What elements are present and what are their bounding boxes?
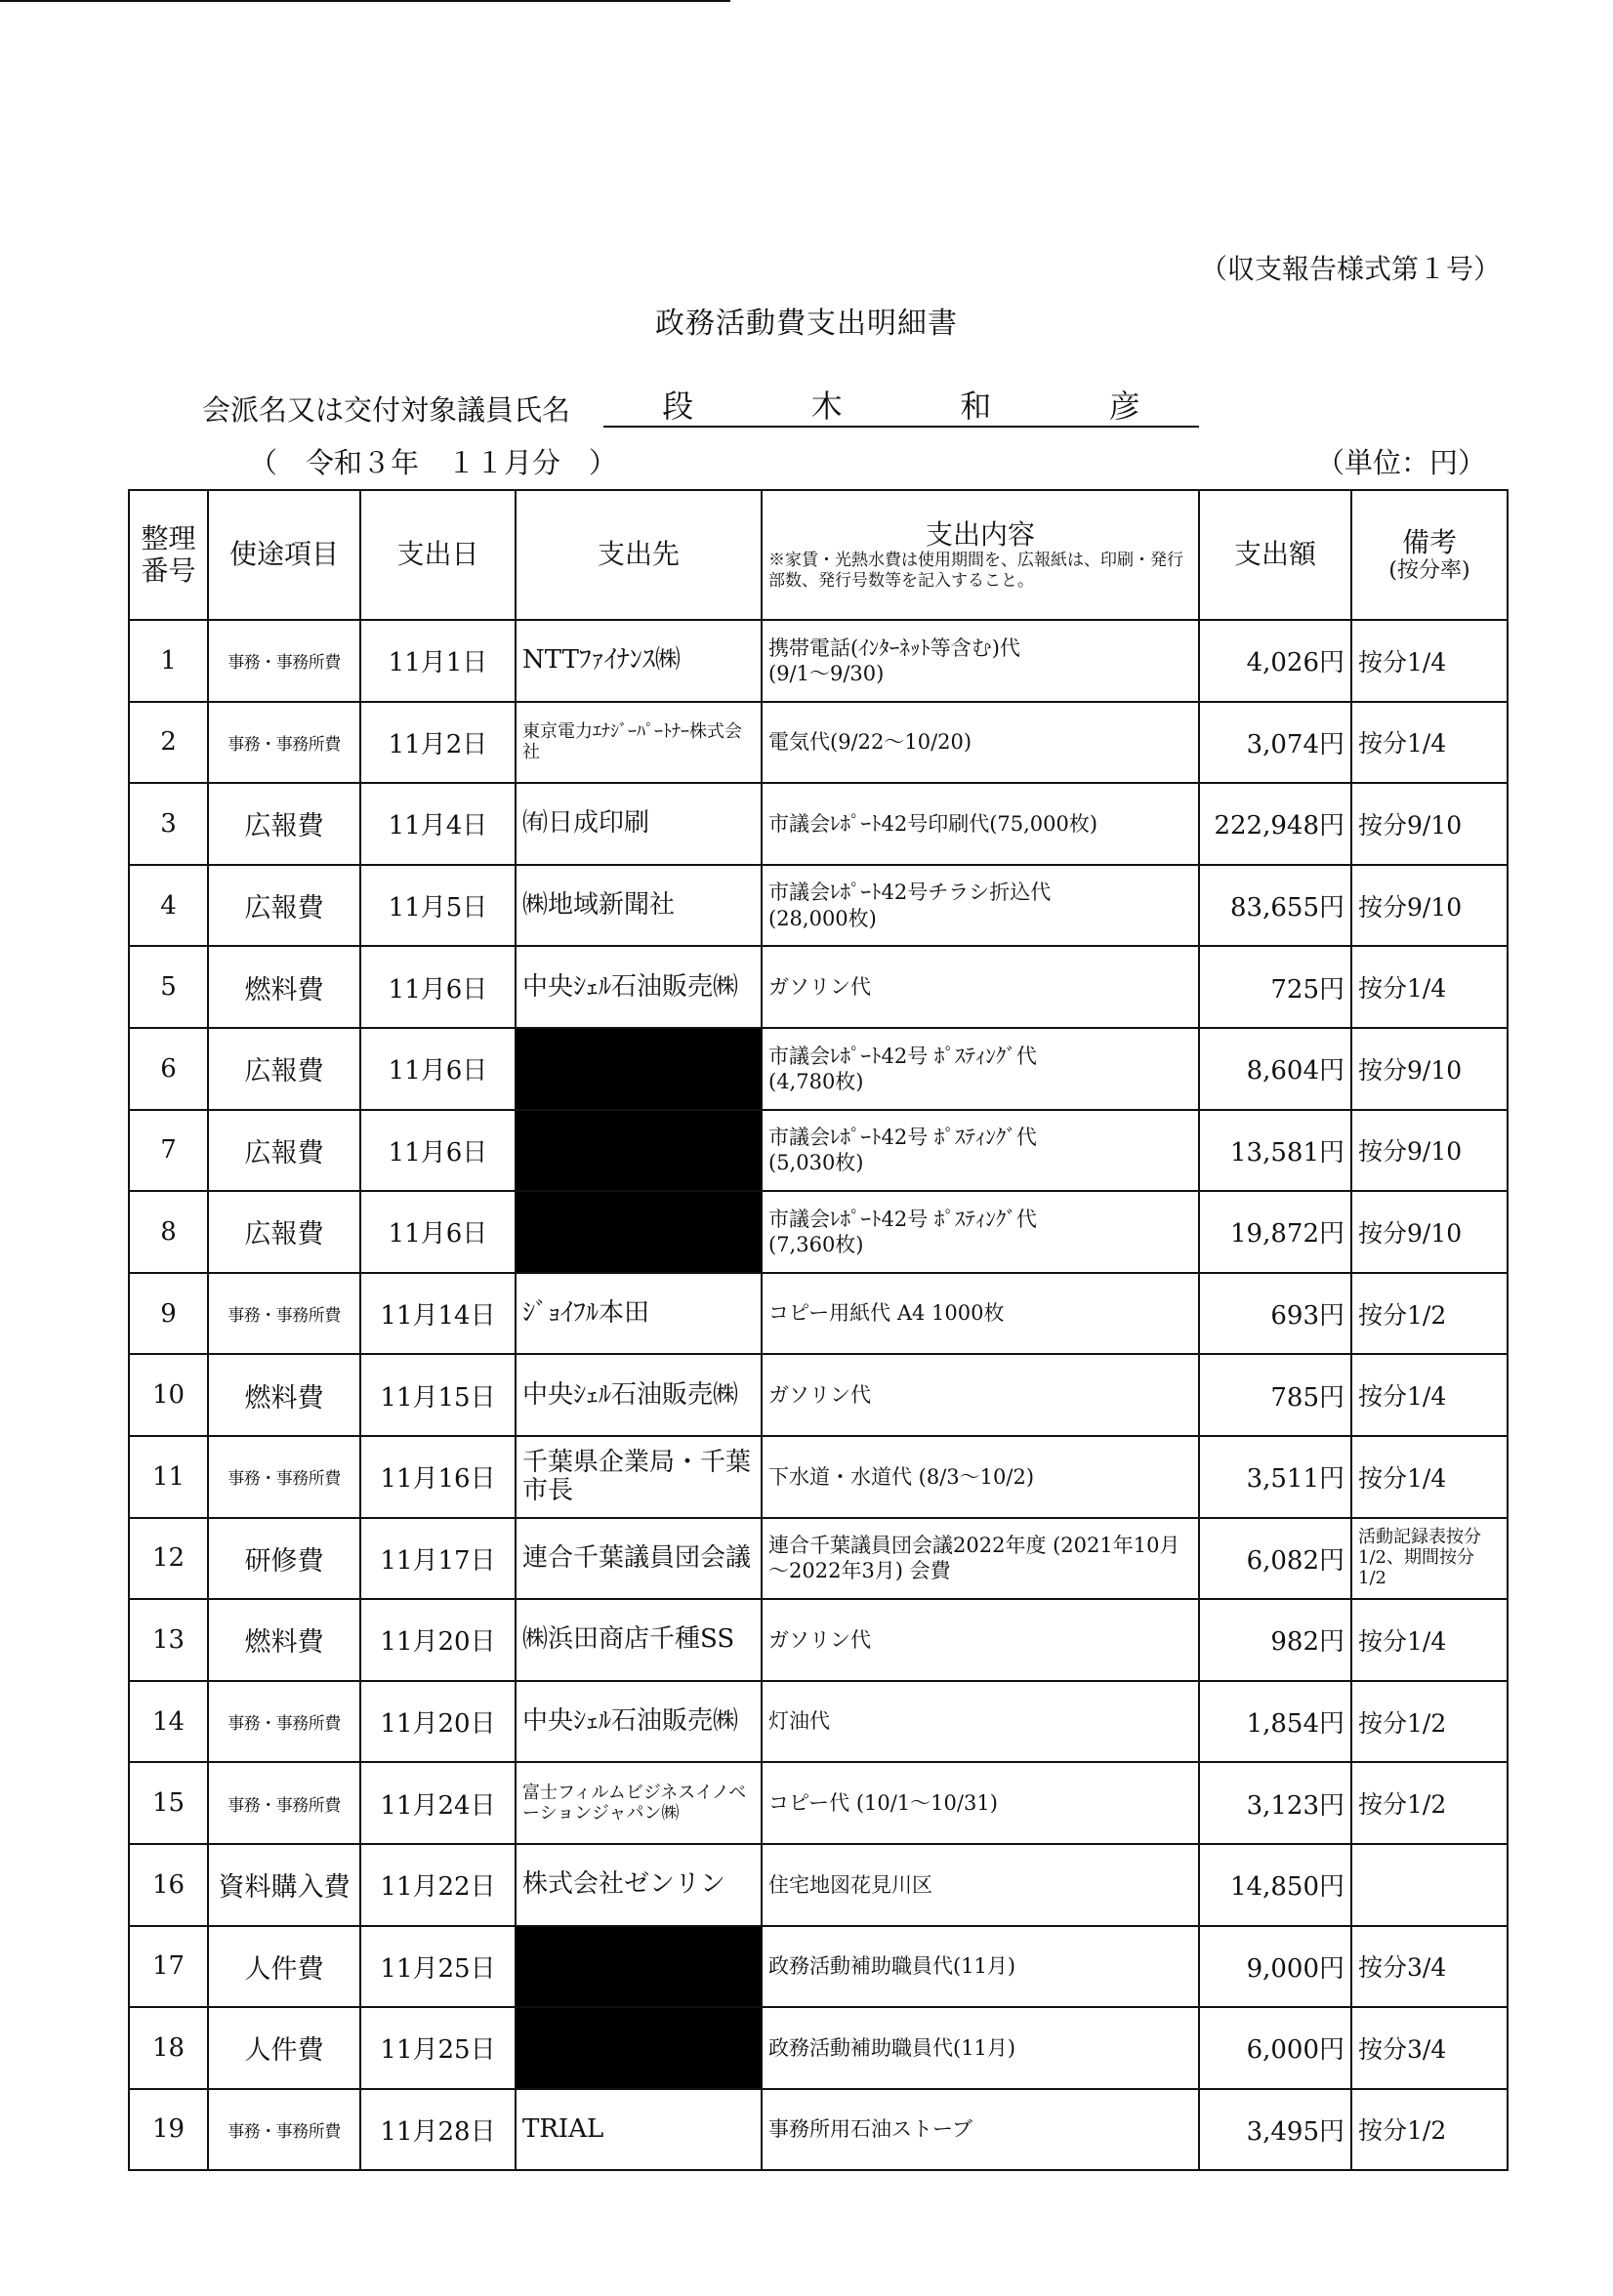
report-period: （ 令和３年 １１月分 ） xyxy=(249,446,618,479)
row-amount: 6,000円 xyxy=(1199,2007,1351,2089)
row-number: 7 xyxy=(129,1110,208,1192)
row-remarks: 按分9/10 xyxy=(1351,865,1508,947)
row-payee: ㈱浜田商店千種SS xyxy=(516,1599,762,1681)
row-content: 電気代(9/22～10/20) xyxy=(762,702,1199,784)
table-row xyxy=(129,2007,1508,2089)
row-date: 11月6日 xyxy=(360,946,516,1028)
row-category: 事務・事務所費 xyxy=(208,1273,360,1355)
row-amount: 4,026円 xyxy=(1199,620,1351,702)
row-date: 11月17日 xyxy=(360,1518,516,1600)
row-amount: 19,872円 xyxy=(1199,1191,1351,1273)
row-remarks: 按分9/10 xyxy=(1351,1191,1508,1273)
row-content: 連合千葉議員団会議2022年度 (2021年10月～2022年3月) 会費 xyxy=(762,1518,1199,1600)
row-date: 11月5日 xyxy=(360,865,516,947)
row-number: 2 xyxy=(129,702,208,784)
expense-table xyxy=(128,489,1509,2171)
row-date: 11月6日 xyxy=(360,1028,516,1110)
row-number: 19 xyxy=(129,2089,208,2171)
row-number: 14 xyxy=(129,1681,208,1763)
row-number: 15 xyxy=(129,1762,208,1844)
redacted-payee xyxy=(516,1191,762,1273)
row-category: 研修費 xyxy=(208,1518,360,1600)
row-remarks: 按分1/2 xyxy=(1351,2089,1508,2171)
redacted-payee xyxy=(516,1110,762,1192)
table-row xyxy=(129,1762,1508,1844)
row-remarks: 按分1/4 xyxy=(1351,1599,1508,1681)
table-row xyxy=(129,1599,1508,1681)
row-amount: 8,604円 xyxy=(1199,1028,1351,1110)
row-category: 事務・事務所費 xyxy=(208,1681,360,1763)
row-amount: 222,948円 xyxy=(1199,783,1351,865)
row-content: ガソリン代 xyxy=(762,1354,1199,1436)
header-content-note: ※家賃・光熱水費は使用期間を、広報紙は、印刷・発行部数、発行号数等を記入すること。 xyxy=(768,551,1183,591)
row-date: 11月25日 xyxy=(360,2007,516,2089)
table-row xyxy=(129,1681,1508,1763)
row-date: 11月20日 xyxy=(360,1599,516,1681)
row-number: 18 xyxy=(129,2007,208,2089)
member-name-char: 段 xyxy=(662,388,694,425)
row-date: 11月6日 xyxy=(360,1191,516,1273)
row-category: 事務・事務所費 xyxy=(208,620,360,702)
row-remarks: 按分3/4 xyxy=(1351,2007,1508,2089)
header-amount: 支出額 xyxy=(1199,490,1351,620)
row-payee: 中央ｼｪﾙ石油販売㈱ xyxy=(516,1354,762,1436)
row-remarks: 按分1/4 xyxy=(1351,946,1508,1028)
row-category: 燃料費 xyxy=(208,1599,360,1681)
redacted-payee xyxy=(516,1028,762,1110)
row-payee: 株式会社ゼンリン xyxy=(516,1844,762,1926)
row-content: 事務所用石油ストーブ xyxy=(762,2089,1199,2171)
row-number: 13 xyxy=(129,1599,208,1681)
row-number: 10 xyxy=(129,1354,208,1436)
row-payee: ｼﾞｮｲﾌﾙ本田 xyxy=(516,1273,762,1355)
row-category: 事務・事務所費 xyxy=(208,1762,360,1844)
table-row xyxy=(129,783,1508,865)
row-category: 資料購入費 xyxy=(208,1844,360,1926)
row-number: 6 xyxy=(129,1028,208,1110)
row-date: 11月16日 xyxy=(360,1436,516,1518)
row-content: コピー代 (10/1～10/31) xyxy=(762,1762,1199,1844)
table-row xyxy=(129,1354,1508,1436)
table-row xyxy=(129,1518,1508,1600)
header-no: 整理番号 xyxy=(129,490,208,620)
row-number: 8 xyxy=(129,1191,208,1273)
table-row xyxy=(129,946,1508,1028)
row-remarks: 按分9/10 xyxy=(1351,783,1508,865)
row-date: 11月4日 xyxy=(360,783,516,865)
row-payee: ㈱地域新聞社 xyxy=(516,865,762,947)
row-amount: 3,123円 xyxy=(1199,1762,1351,1844)
unit-label: （単位：円） xyxy=(1315,446,1486,479)
row-category: 事務・事務所費 xyxy=(208,2089,360,2171)
row-number: 5 xyxy=(129,946,208,1028)
header-remarks-sub: (按分率) xyxy=(1388,557,1470,583)
table-row xyxy=(129,1028,1508,1110)
row-number: 17 xyxy=(129,1926,208,2008)
row-remarks: 按分1/4 xyxy=(1351,702,1508,784)
row-payee: 連合千葉議員団会議 xyxy=(516,1518,762,1600)
row-content: 市議会ﾚﾎﾟｰﾄ42号 ﾎﾟｽﾃｨﾝｸﾞ代 (5,030枚) xyxy=(762,1110,1199,1192)
row-category: 事務・事務所費 xyxy=(208,1436,360,1518)
row-category: 人件費 xyxy=(208,2007,360,2089)
row-date: 11月14日 xyxy=(360,1273,516,1355)
row-amount: 785円 xyxy=(1199,1354,1351,1436)
table-row xyxy=(129,702,1508,784)
row-amount: 3,495円 xyxy=(1199,2089,1351,2171)
header-payee: 支出先 xyxy=(516,490,762,620)
table-row xyxy=(129,2089,1508,2171)
row-content: 下水道・水道代 (8/3～10/2) xyxy=(762,1436,1199,1518)
header-category: 使途項目 xyxy=(208,490,360,620)
row-content: 市議会ﾚﾎﾟｰﾄ42号チラシ折込代 (28,000枚) xyxy=(762,865,1199,947)
row-content: ガソリン代 xyxy=(762,946,1199,1028)
table-header-row xyxy=(129,490,1508,620)
row-remarks: 按分9/10 xyxy=(1351,1110,1508,1192)
row-payee: 千葉県企業局・千葉市長 xyxy=(516,1436,762,1518)
row-amount: 9,000円 xyxy=(1199,1926,1351,2008)
row-payee: TRIAL xyxy=(516,2089,762,2171)
row-payee: 中央ｼｪﾙ石油販売㈱ xyxy=(516,1681,762,1763)
row-number: 1 xyxy=(129,620,208,702)
row-payee: 中央ｼｪﾙ石油販売㈱ xyxy=(516,946,762,1028)
member-name-char: 和 xyxy=(960,388,992,425)
row-remarks: 按分1/4 xyxy=(1351,620,1508,702)
row-amount: 693円 xyxy=(1199,1273,1351,1355)
header-content xyxy=(762,490,1199,620)
row-content: 市議会ﾚﾎﾟｰﾄ42号 ﾎﾟｽﾃｨﾝｸﾞ代 (7,360枚) xyxy=(762,1191,1199,1273)
row-remarks: 按分1/2 xyxy=(1351,1762,1508,1844)
row-date: 11月22日 xyxy=(360,1844,516,1926)
row-remarks: 按分1/4 xyxy=(1351,1436,1508,1518)
row-date: 11月2日 xyxy=(360,702,516,784)
document-title: 政務活動費支出明細書 xyxy=(655,307,958,341)
table-row xyxy=(129,1191,1508,1273)
row-category: 広報費 xyxy=(208,865,360,947)
row-content: コピー用紙代 A4 1000枚 xyxy=(762,1273,1199,1355)
row-category: 人件費 xyxy=(208,1926,360,2008)
row-payee: 富士フィルムビジネスイノベーションジャパン㈱ xyxy=(516,1762,762,1844)
redacted-payee xyxy=(516,1926,762,2008)
row-remarks: 按分1/4 xyxy=(1351,1354,1508,1436)
row-content: 政務活動補助職員代(11月) xyxy=(762,2007,1199,2089)
form-number: （収支報告様式第１号） xyxy=(1199,253,1501,285)
row-content: 灯油代 xyxy=(762,1681,1199,1763)
row-remarks: 按分3/4 xyxy=(1351,1926,1508,2008)
row-date: 11月1日 xyxy=(360,620,516,702)
header-date: 支出日 xyxy=(360,490,516,620)
row-category: 事務・事務所費 xyxy=(208,702,360,784)
row-number: 9 xyxy=(129,1273,208,1355)
row-date: 11月6日 xyxy=(360,1110,516,1192)
member-name xyxy=(603,383,1199,428)
row-date: 11月20日 xyxy=(360,1681,516,1763)
row-amount: 13,581円 xyxy=(1199,1110,1351,1192)
row-payee: 東京電力ｴﾅｼﾞｰﾊﾟｰﾄﾅｰ株式会社 xyxy=(516,702,762,784)
row-category: 広報費 xyxy=(208,1191,360,1273)
row-date: 11月24日 xyxy=(360,1762,516,1844)
table-row xyxy=(129,620,1508,702)
row-payee: ㈲日成印刷 xyxy=(516,783,762,865)
table-row xyxy=(129,865,1508,947)
row-amount: 83,655円 xyxy=(1199,865,1351,947)
row-remarks: 按分1/2 xyxy=(1351,1681,1508,1763)
row-category: 広報費 xyxy=(208,1110,360,1192)
row-date: 11月15日 xyxy=(360,1354,516,1436)
row-remarks: 按分9/10 xyxy=(1351,1028,1508,1110)
row-category: 広報費 xyxy=(208,1028,360,1110)
row-amount: 3,511円 xyxy=(1199,1436,1351,1518)
table-row xyxy=(129,1273,1508,1355)
member-name-char: 木 xyxy=(810,388,843,425)
row-content: 市議会ﾚﾎﾟｰﾄ42号 ﾎﾟｽﾃｨﾝｸﾞ代 (4,780枚) xyxy=(762,1028,1199,1110)
table-row xyxy=(129,1844,1508,1926)
row-content: 政務活動補助職員代(11月) xyxy=(762,1926,1199,2008)
row-number: 12 xyxy=(129,1518,208,1600)
table-row xyxy=(129,1110,1508,1192)
row-content: 携帯電話(ｲﾝﾀｰﾈｯﾄ等含む)代 (9/1～9/30) xyxy=(762,620,1199,702)
header-content-title: 支出内容 xyxy=(925,518,1035,552)
row-category: 燃料費 xyxy=(208,1354,360,1436)
row-amount: 6,082円 xyxy=(1199,1518,1351,1600)
row-amount: 1,854円 xyxy=(1199,1681,1351,1763)
row-amount: 14,850円 xyxy=(1199,1844,1351,1926)
header-remarks xyxy=(1351,490,1508,620)
row-content: ガソリン代 xyxy=(762,1599,1199,1681)
row-amount: 725円 xyxy=(1199,946,1351,1028)
top-border-line xyxy=(0,0,730,2)
row-number: 16 xyxy=(129,1844,208,1926)
row-category: 燃料費 xyxy=(208,946,360,1028)
row-content: 市議会ﾚﾎﾟｰﾄ42号印刷代(75,000枚) xyxy=(762,783,1199,865)
row-number: 3 xyxy=(129,783,208,865)
row-remarks: 活動記録表按分1/2、期間按分1/2 xyxy=(1351,1518,1508,1600)
row-number: 4 xyxy=(129,865,208,947)
row-date: 11月25日 xyxy=(360,1926,516,2008)
row-remarks: 按分1/2 xyxy=(1351,1273,1508,1355)
table-row xyxy=(129,1436,1508,1518)
row-date: 11月28日 xyxy=(360,2089,516,2171)
row-category: 広報費 xyxy=(208,783,360,865)
row-content: 住宅地図花見川区 xyxy=(762,1844,1199,1926)
header-remarks-title: 備考 xyxy=(1401,525,1457,558)
table-row xyxy=(129,1926,1508,2008)
member-name-char: 彦 xyxy=(1108,388,1140,425)
row-number: 11 xyxy=(129,1436,208,1518)
member-label: 会派名又は交付対象議員氏名 xyxy=(202,393,571,427)
redacted-payee xyxy=(516,2007,762,2089)
row-amount: 3,074円 xyxy=(1199,702,1351,784)
row-payee: NTTﾌｧｲﾅﾝｽ㈱ xyxy=(516,620,762,702)
row-remarks xyxy=(1351,1844,1508,1926)
row-amount: 982円 xyxy=(1199,1599,1351,1681)
